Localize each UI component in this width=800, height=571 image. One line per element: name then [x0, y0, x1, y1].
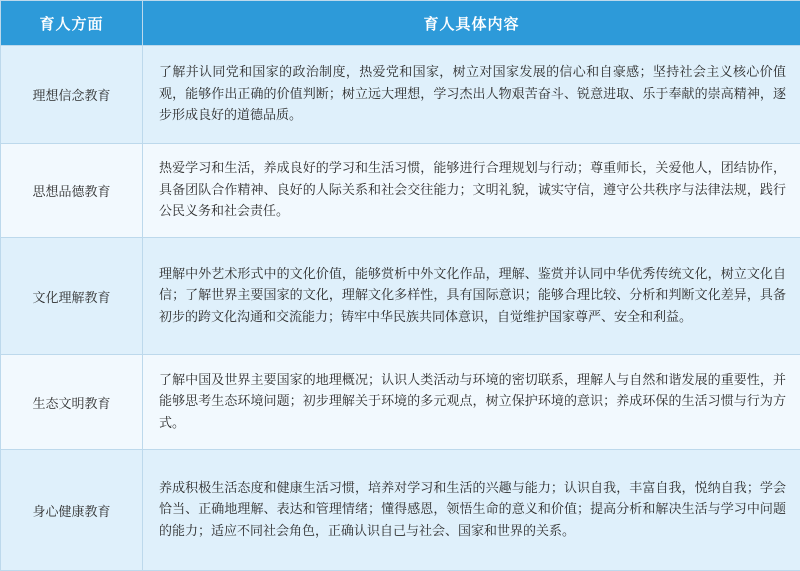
content-cell: 了解中国及世界主要国家的地理概况；认识人类活动与环境的密切联系，理解人与自然和谐发展的重要性，并能够思考生态环境问题；初步理解关于环境的多元观点，树立保护环境的意识；养成环保的生活习惯与行为方式。	[143, 355, 800, 450]
table-row-morality	[1, 144, 800, 238]
aspect-cell: 身心健康教育	[1, 450, 143, 571]
header-row	[1, 1, 800, 46]
table-row-ecology	[1, 355, 800, 450]
content-cell: 热爱学习和生活，养成良好的学习和生活习惯，能够进行合理规划与行动；尊重师长，关爱他人，团结协作，具备团队合作精神、良好的人际关系和社会交往能力；文明礼貌，诚实守信，遵守公共秩序与法律法规，践行公民义务和社会责任。	[143, 144, 800, 238]
header-aspect: 育人方面	[1, 1, 143, 46]
table-row-health	[1, 450, 800, 571]
table-header	[1, 1, 800, 46]
table-body	[1, 46, 800, 571]
content-cell: 理解中外艺术形式中的文化价值，能够赏析中外文化作品，理解、鉴赏并认同中华优秀传统文化，树立文化自信；了解世界主要国家的文化，理解文化多样性，具有国际意识；能够合理比较、分析和判断文化差异，具备初步的跨文化沟通和交流能力；铸牢中华民族共同体意识，自觉维护国家尊严、安全和利益。	[143, 238, 800, 355]
content-cell: 养成积极生活态度和健康生活习惯，培养对学习和生活的兴趣与能力；认识自我，丰富自我，悦纳自我；学会恰当、正确地理解、表达和管理情绪；懂得感恩，领悟生命的意义和价值；提高分析和解决生活与学习中问题的能力；适应不同社会角色，正确认识自己与社会、国家和世界的关系。	[143, 450, 800, 571]
table-row-ideals	[1, 46, 800, 144]
aspect-cell: 生态文明教育	[1, 355, 143, 450]
aspect-cell: 理想信念教育	[1, 46, 143, 144]
content-cell: 了解并认同党和国家的政治制度，热爱党和国家，树立对国家发展的信心和自豪感；坚持社会主义核心价值观，能够作出正确的价值判断；树立远大理想，学习杰出人物艰苦奋斗、锐意进取、乐于奉献的崇高精神，逐步形成良好的道德品质。	[143, 46, 800, 144]
aspect-cell: 文化理解教育	[1, 238, 143, 355]
table-row-culture	[1, 238, 800, 355]
aspect-cell: 思想品德教育	[1, 144, 143, 238]
header-content: 育人具体内容	[143, 1, 800, 46]
